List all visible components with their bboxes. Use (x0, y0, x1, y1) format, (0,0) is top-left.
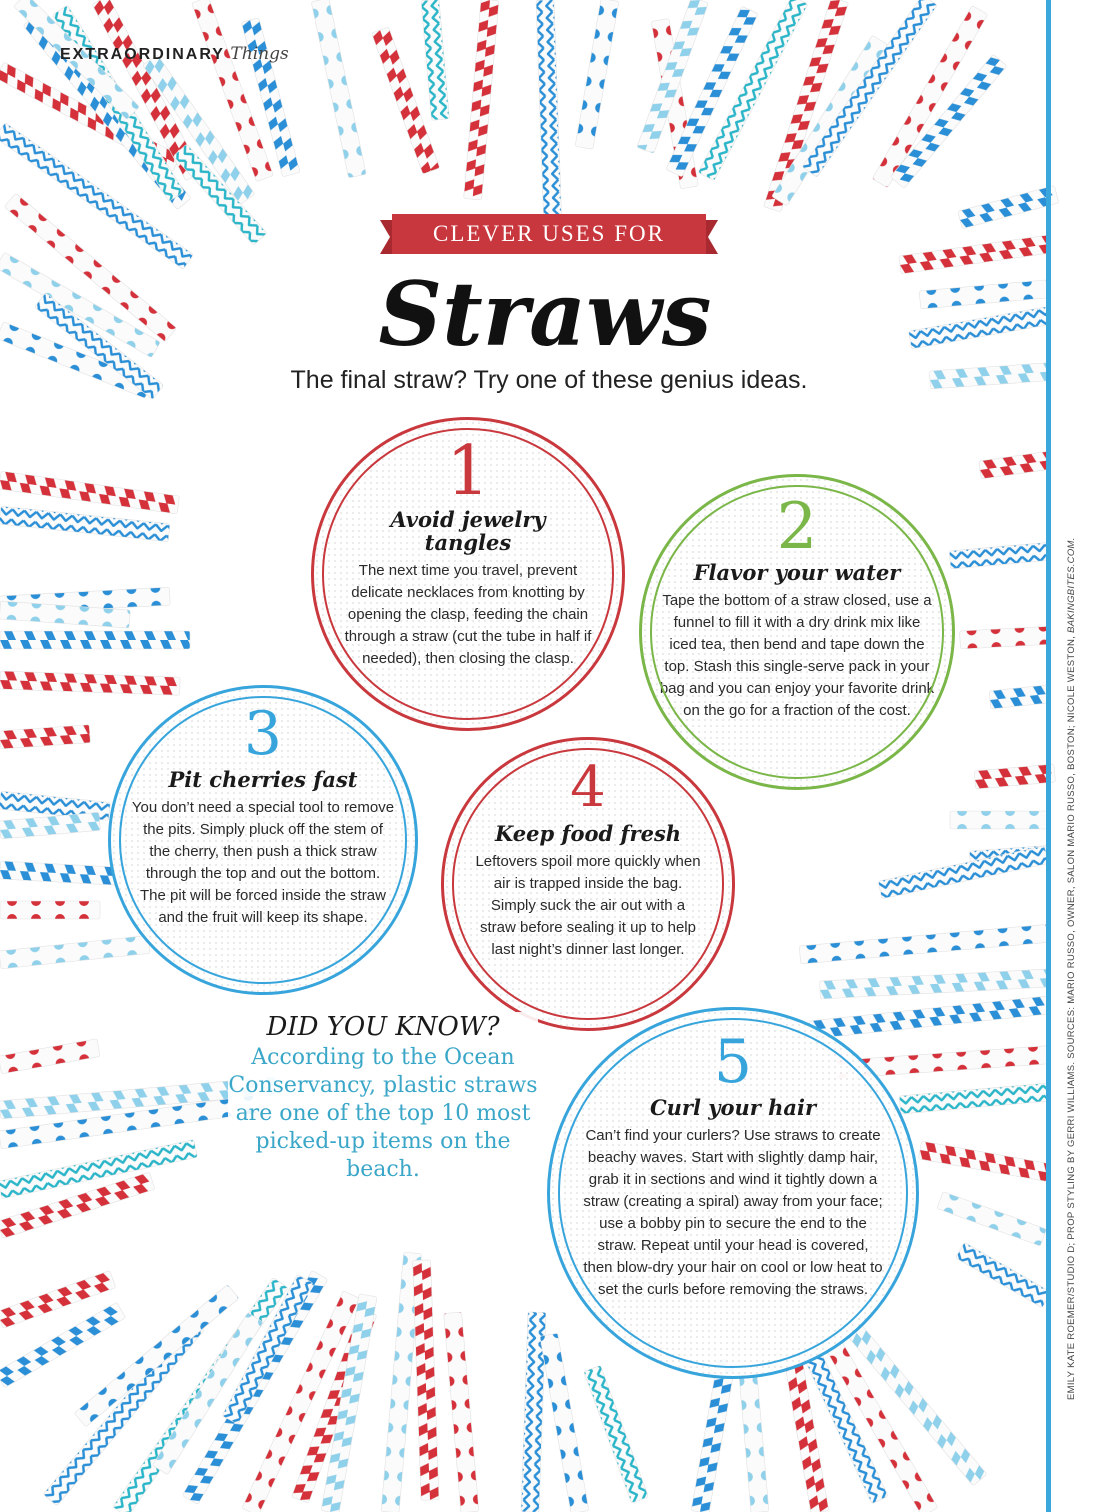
paper-straw (979, 451, 1051, 479)
did-you-know-box (228, 1012, 538, 1184)
paper-straw (464, 0, 499, 200)
paper-straw (958, 185, 1059, 228)
paper-straw (540, 1333, 589, 1512)
paper-straw (575, 0, 619, 149)
tip-circle-2 (639, 474, 955, 790)
accent-bar (1046, 0, 1051, 1512)
paper-straw (74, 1285, 239, 1427)
paper-straw (0, 506, 170, 542)
page-title: Straws (378, 262, 712, 366)
credit-site: BAKINGBITES.COM. (1066, 537, 1077, 633)
paper-straw (0, 123, 194, 270)
paper-straw (949, 542, 1050, 569)
tip-body: You don’t need a special tool to remove the pits. Simply pluck off the stem of the cherry, then push a thick straw through the top and out the bottom. The pit will be forced inside the straw and the fruit will keep its shape. (131, 799, 395, 926)
tip-heading: Curl your hair (649, 1095, 817, 1120)
paper-straw (0, 725, 90, 749)
tip-body: Can’t find your curlers? Use straws to create beachy waves. Start with slightly damp hair, grab it in sections and wind it tightly down a straw (creating a spiral) away from your face; use a bobby pin to secure the end to the straw. Repeat until your head is covered, then blow-dry your hair on cool or low heat to set the curls before removing the straws. (583, 1127, 883, 1298)
paper-straw (878, 846, 1048, 899)
paper-straw (950, 811, 1050, 829)
paper-straw (974, 764, 1055, 789)
paper-straw (0, 901, 100, 919)
banner-label: CLEVER USES FOR (392, 214, 706, 254)
tip-heading: Pit cherries fast (168, 767, 358, 792)
paper-straw (421, 0, 449, 120)
tip-heading: Keep food fresh (494, 821, 682, 846)
tip-body: The next time you travel, prevent delicate necklaces from knotting by opening the clasp, feeding the chain through a straw (cut the tube in half if needed), then closing the clasp. (344, 562, 592, 667)
paper-straw (0, 471, 180, 514)
tip-circle-5 (547, 1007, 919, 1379)
tip-body: Leftovers spoil more quickly when air is trapped inside the bag. Simply suck the air out with a straw before sealing it up to help last night’s dinner last longer. (475, 853, 701, 958)
paper-straw (0, 935, 150, 969)
did-you-know-text: According to the Ocean Conservancy, plastic straws are one of the top 10 most picked-up items on the beach. (228, 1045, 538, 1182)
paper-straw (536, 0, 562, 230)
paper-straw (989, 685, 1051, 709)
tip-number: 5 (713, 1027, 753, 1097)
paper-straw (0, 631, 190, 649)
paper-straw (584, 1365, 649, 1503)
tip-body: Tape the bottom of a straw closed, use a funnel to fill it with a dry drink mix like iced tea, then bend and tape down the top. Stash this single-serve pack in your bag and you can enjoy your favorite drink on the go for a fraction of the cost. (659, 592, 935, 719)
credit-text: EMILY KATE ROEMER/STUDIO D; PROP STYLING BY GERRI WILLIAMS. SOURCES: MARIO RUSSO, OWNER, SALON MARIO RUSSO, BOSTON; NICOLE WESTON, (1066, 635, 1077, 1400)
section-header (60, 44, 289, 64)
tip-number: 1 (446, 432, 490, 511)
tip-number: 2 (776, 490, 818, 564)
ribbon-banner (380, 214, 718, 254)
paper-straw (899, 1083, 1050, 1114)
tip-number: 4 (570, 755, 606, 820)
tip-number: 3 (243, 699, 283, 769)
tip-heading: Flavor your water (693, 560, 901, 585)
paper-straw (918, 1141, 1049, 1181)
paper-straw (0, 812, 100, 839)
paper-straw (0, 861, 120, 885)
paper-straw (413, 1260, 439, 1500)
did-you-know-heading: DID YOU KNOW? (266, 1012, 500, 1042)
paper-straw (820, 969, 1051, 999)
paper-straw (937, 1192, 1047, 1247)
paper-straw (799, 924, 1050, 964)
section-name: EXTRAORDINARY (60, 46, 225, 63)
paper-straw (956, 1242, 1052, 1308)
paper-straw (311, 0, 366, 178)
paper-straw (444, 1312, 479, 1512)
tip-circle-1 (311, 417, 625, 731)
paper-straw (739, 1372, 769, 1512)
tip-circle-3 (108, 685, 418, 995)
tip-heading: Avoid jewelry tangles (390, 507, 546, 555)
page-subtitle: The final straw? Try one of these genius ideas. (290, 366, 808, 394)
tip-circle-4 (441, 737, 735, 1031)
section-series: Things (230, 44, 289, 64)
paper-straw (0, 1039, 100, 1074)
photo-credit (1066, 495, 1077, 1400)
paper-straw (960, 626, 1051, 649)
paper-straw (0, 671, 180, 695)
